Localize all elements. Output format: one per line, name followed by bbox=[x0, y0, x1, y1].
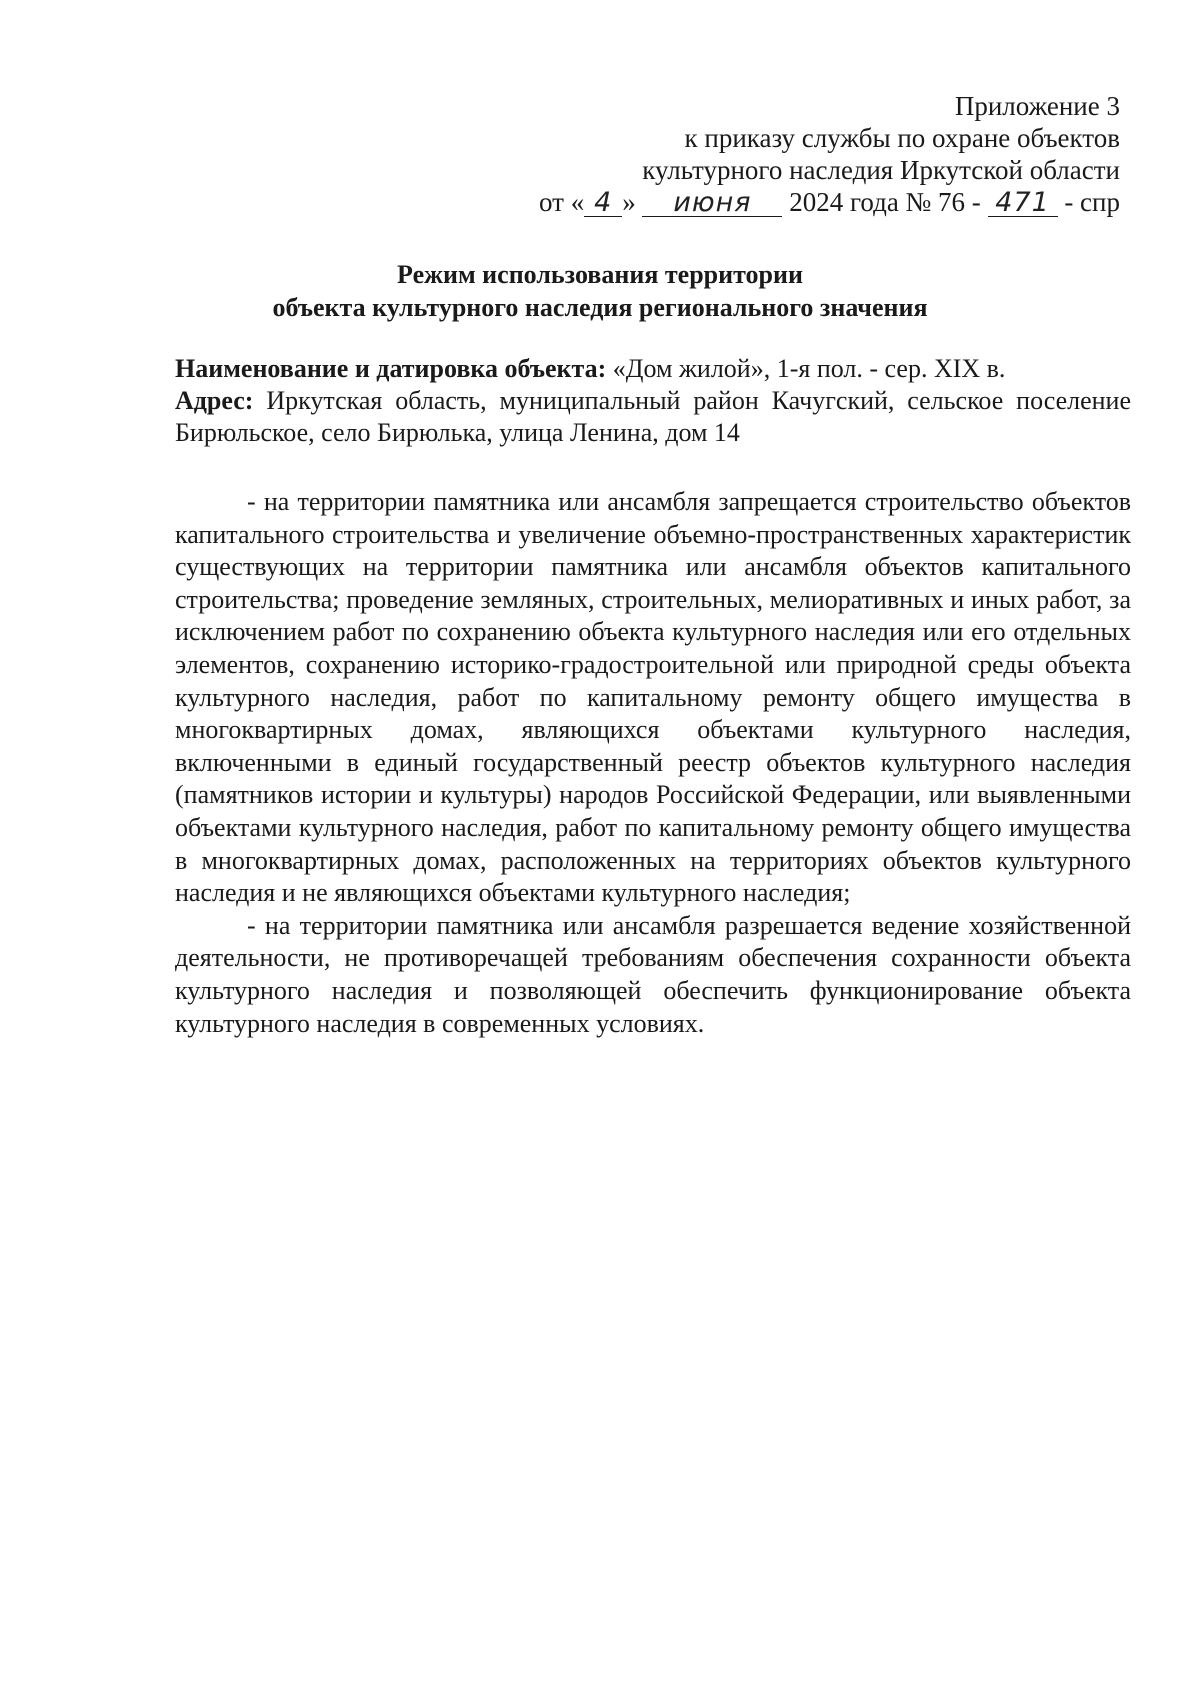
date-prefix: от « bbox=[539, 187, 585, 217]
date-mid: » bbox=[622, 187, 636, 217]
object-address-label: Адрес: bbox=[175, 386, 254, 415]
handwritten-number: 471 bbox=[988, 190, 1058, 217]
object-address-row bbox=[175, 385, 1131, 449]
object-name-label: Наименование и датировка объекта: bbox=[175, 354, 607, 383]
date-year: 2024 года № 76 - bbox=[789, 187, 981, 217]
object-name-value: «Дом жилой», 1-я пол. - сер. XIX в. bbox=[612, 354, 1006, 383]
object-name-row bbox=[175, 353, 1131, 385]
prohibition-paragraph: - на территории памятника или ансамбля запрещается строительство объектов капитального строительства и увеличение объемно-пространственных характеристик существующих на территории памятника или ансамбля объектов капитального строительства; проведение земляных, строительных, мелиоративных и иных работ, за исключением работ по сохранению объекта культурного наследия или его отдельных элементов, сохранению историко-градостроительной или природной среды объекта культурного наследия, работ по капитальному ремонту общего имущества в многоквартирных домах, являющихся объектами культурного наследия, включенными в единый государственный реестр объектов культурного наследия (памятников истории и культуры) народов Российской Федерации, или выявленными объектами культурного наследия, работ по капитальному ремонту общего имущества в многоквартирных домах, расположенных на территориях объектов культурного наследия и не являющихся объектами культурного наследия; bbox=[175, 487, 1131, 908]
title-line-1: Режим использования территории bbox=[397, 260, 803, 289]
authority-line: культурного наследия Иркутской области bbox=[642, 155, 1120, 185]
appendix-label: Приложение 3 bbox=[954, 91, 1120, 121]
regime-body bbox=[175, 486, 1131, 1040]
document-title bbox=[170, 258, 1030, 324]
handwritten-month: июня bbox=[642, 190, 782, 217]
handwritten-day: 4 bbox=[584, 190, 622, 217]
order-reference-line: к приказу службы по охране объектов bbox=[684, 123, 1120, 153]
object-info bbox=[175, 353, 1131, 449]
object-address-value: Иркутская область, муниципальный район Качугский, сельское поселение Бирюльское, село Бирюлька, улица Ленина, дом 14 bbox=[175, 386, 1131, 447]
order-date-line bbox=[360, 186, 1120, 218]
permission-paragraph: - на территории памятника или ансамбля разрешается ведение хозяйственной деятельности, не противоречащей требованиям обеспечения сохранности объекта культурного наследия и позволяющей обеспечить функционирование объекта культурного наследия в современных условиях. bbox=[175, 910, 1131, 1038]
appendix-header bbox=[360, 90, 1120, 218]
number-suffix: - спр bbox=[1064, 187, 1120, 217]
title-line-2: объекта культурного наследия регионального значения bbox=[272, 293, 928, 322]
